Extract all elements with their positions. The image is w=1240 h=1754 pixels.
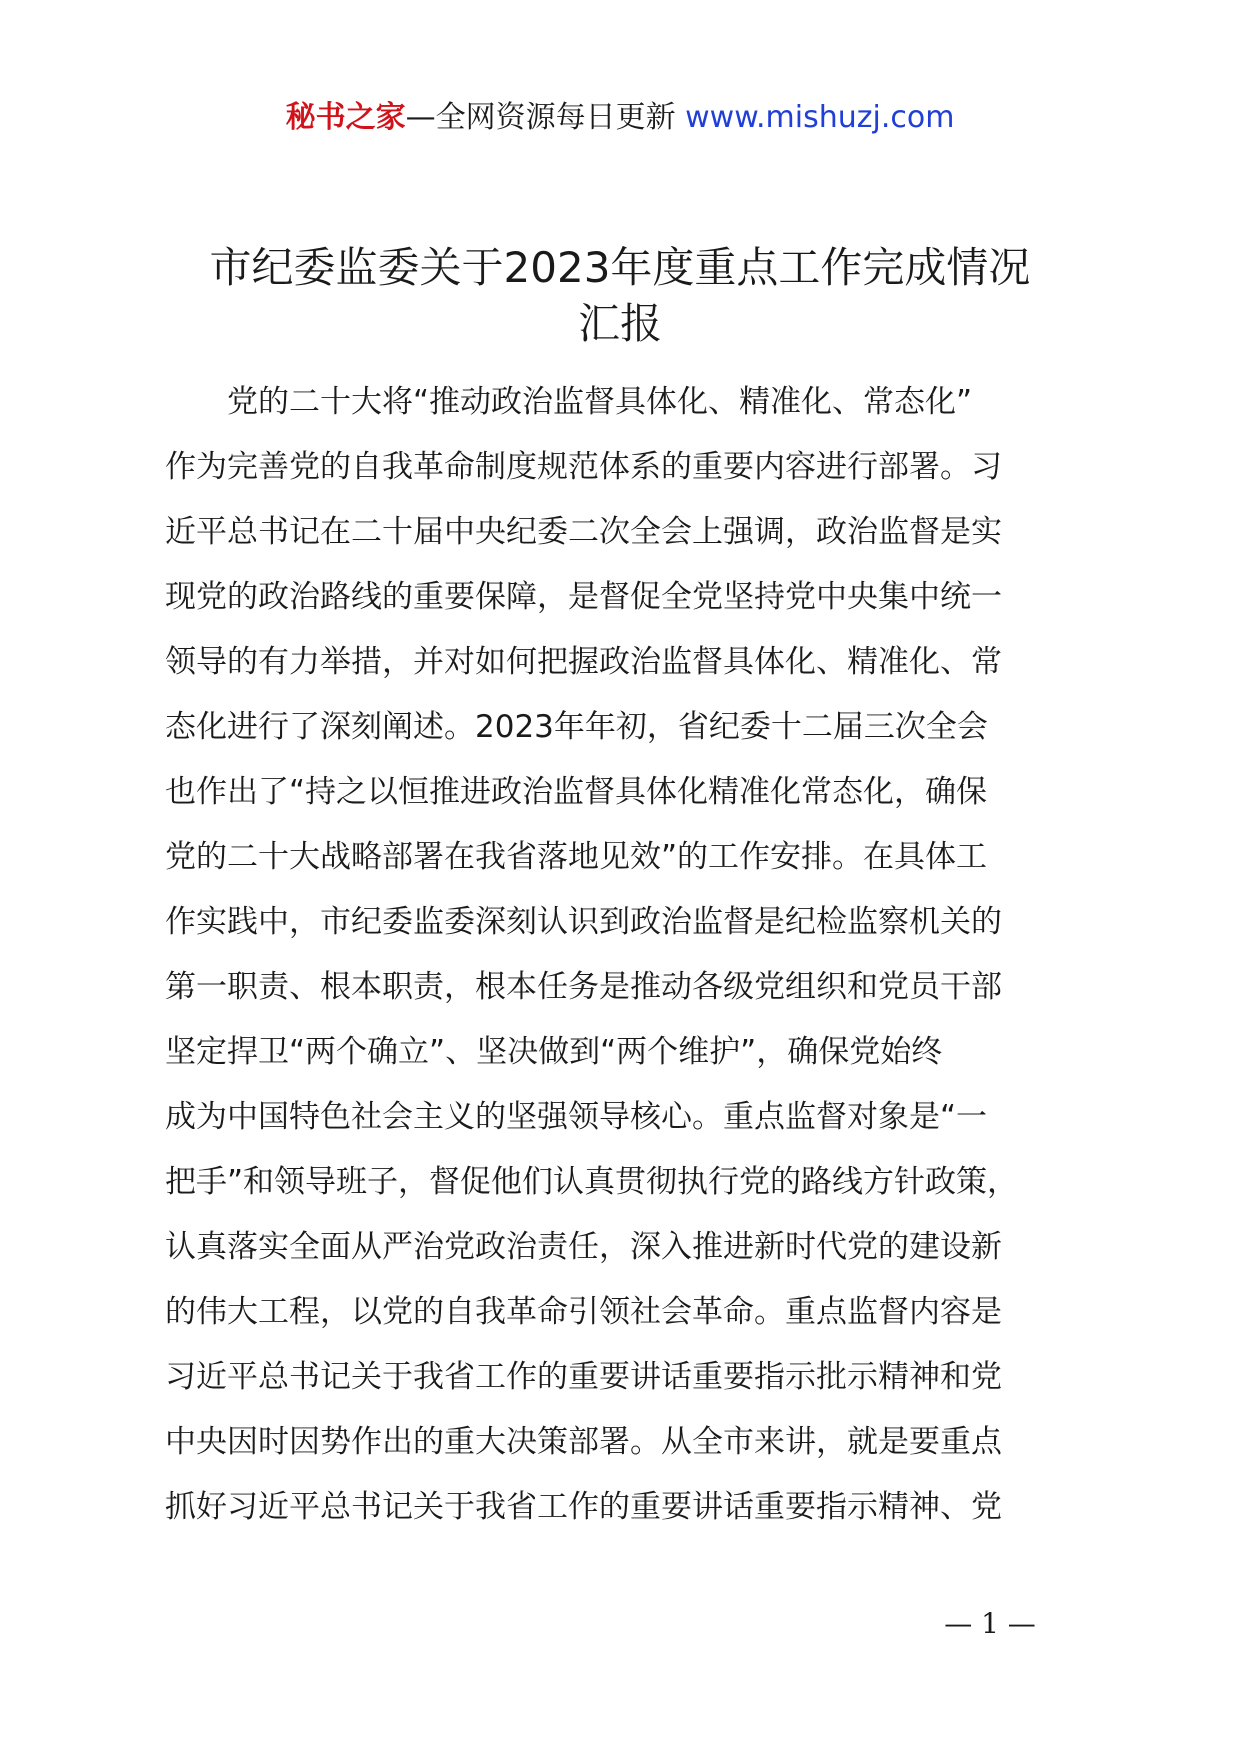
body-line: 习近平总书记关于我省工作的重要讲话重要指示批示精神和党: [165, 1359, 1002, 1395]
title-line: 汇报: [577, 299, 662, 348]
body-line: 坚定捍卫“两个确立”、坚决做到“两个维护”，确保党始终: [165, 1034, 943, 1070]
site-slogan: —全网资源每日更新: [405, 100, 686, 135]
body-line: 认真落实全面从严治党政治责任，深入推进新时代党的建设新: [165, 1229, 1002, 1265]
body-line: 态化进行了深刻阐述。2023年年初，省纪委十二届三次全会: [165, 709, 988, 745]
body-line: 作实践中，市纪委监委深刻认识到政治监督是纪检监察机关的: [165, 904, 1002, 940]
body-line: 成为中国特色社会主义的坚强领导核心。重点监督对象是“一: [165, 1099, 988, 1135]
body-line: 领导的有力举措，并对如何把握政治监督具体化、精准化、常: [165, 644, 1002, 680]
title-line: 市纪委监委关于2023年度重点工作完成情况: [209, 243, 1031, 292]
body-line: 的伟大工程，以党的自我革命引领社会革命。重点监督内容是: [165, 1294, 1002, 1330]
document-title: [150, 240, 1090, 352]
body-line: 把手”和领导班子，督促他们认真贯彻执行党的路线方针政策，: [165, 1164, 1019, 1200]
body-line: 近平总书记在二十届中央纪委二次全会上强调，政治监督是实: [165, 514, 1002, 550]
body-line: 党的二十大将“推动政治监督具体化、精准化、常态化”: [165, 384, 973, 420]
document-body: [165, 370, 1085, 1540]
body-line: 第一职责、根本职责，根本任务是推动各级党组织和党员干部: [165, 969, 1002, 1005]
body-line: 党的二十大战略部署在我省落地见效”的工作安排。在具体工: [165, 839, 988, 875]
body-line: 作为完善党的自我革命制度规范体系的重要内容进行部署。习: [165, 449, 1002, 485]
body-line: 也作出了“持之以恒推进政治监督具体化精准化常态化，确保: [165, 774, 988, 810]
site-header: [0, 98, 1240, 138]
body-line: 中央因时因势作出的重大决策部署。从全市来讲，就是要重点: [165, 1424, 1002, 1460]
body-line: 现党的政治路线的重要保障，是督促全党坚持党中央集中统一: [165, 579, 1002, 615]
site-url-link[interactable]: www.mishuzj.com: [685, 100, 955, 135]
body-line: 抓好习近平总书记关于我省工作的重要讲话重要指示精神、党: [165, 1489, 1002, 1525]
page-number: — 1 —: [944, 1607, 1036, 1640]
brand-name: 秘书之家: [285, 100, 406, 135]
